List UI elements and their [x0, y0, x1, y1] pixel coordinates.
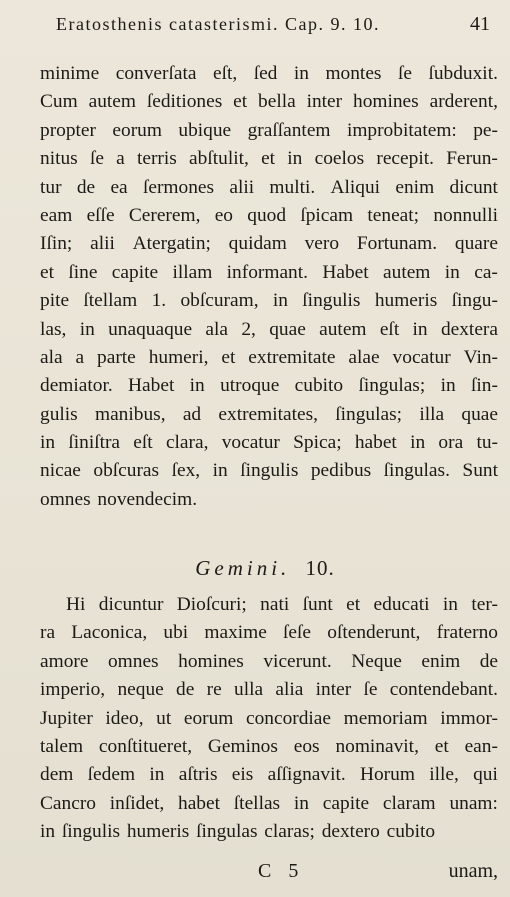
word: et — [434, 735, 449, 757]
word: neque — [117, 679, 164, 701]
word: Hi — [66, 594, 86, 615]
word: et — [40, 261, 54, 283]
text-line — [40, 818, 498, 846]
word: ulla — [234, 679, 264, 701]
word: homines — [353, 91, 419, 113]
page-footer — [40, 856, 498, 886]
word: habet — [354, 432, 397, 454]
word: Dioſcuri; — [176, 594, 247, 615]
word: pedibus — [310, 460, 372, 482]
word: autem — [383, 261, 431, 283]
word: inter — [306, 91, 343, 113]
word: improbitatem: — [346, 119, 457, 141]
word: abſtulit, — [189, 148, 249, 170]
text-line — [40, 705, 498, 733]
word: unaquaque — [108, 318, 193, 340]
word: ſeſe — [283, 622, 312, 644]
text-line — [40, 202, 498, 230]
word: ala — [40, 346, 63, 368]
word: eo — [214, 204, 234, 226]
text-line — [40, 344, 498, 372]
word: et — [261, 148, 276, 170]
text-line — [40, 733, 498, 761]
word: claram — [382, 792, 436, 814]
running-head — [56, 10, 490, 38]
word: quae — [269, 318, 306, 340]
word: Iſin; — [40, 233, 73, 255]
word: ad — [182, 403, 202, 425]
word: ſingulis — [61, 821, 121, 843]
word: ille, — [429, 764, 459, 786]
paragraph-verso-continuation — [40, 60, 498, 514]
word: memoriam — [343, 707, 428, 729]
word: in — [189, 375, 205, 397]
text-line — [40, 429, 498, 457]
word: in — [440, 375, 456, 397]
word: ſingulas; — [335, 403, 403, 425]
word: Habet — [128, 375, 175, 397]
text-line — [40, 457, 498, 485]
word: ſe — [363, 679, 378, 701]
word: quare — [454, 233, 498, 255]
word: dextera — [440, 318, 498, 340]
word: unam: — [449, 792, 498, 814]
page-number: 41 — [470, 12, 490, 35]
word: ſtellas — [233, 792, 281, 814]
text-line — [40, 591, 498, 619]
text-line — [40, 372, 498, 400]
word: ſe — [397, 63, 412, 84]
text-line — [40, 676, 498, 704]
text-line — [40, 619, 498, 647]
word: nonnulli — [433, 204, 498, 226]
word: Fortunam. — [356, 233, 438, 255]
word: aſtris — [178, 764, 218, 786]
word: ſingulas — [196, 821, 258, 843]
word: coelos — [314, 148, 365, 170]
text-line — [40, 486, 498, 514]
word: ſtellam — [83, 290, 138, 312]
text-line — [40, 230, 498, 258]
word: demiator. — [40, 375, 113, 397]
word: ſingu- — [451, 290, 498, 312]
word: inter — [315, 679, 352, 701]
word: ſe — [89, 148, 104, 170]
word: immor- — [440, 707, 498, 729]
word: ſingulas. — [383, 460, 450, 482]
word: Geminos — [207, 735, 278, 757]
word: illam — [172, 261, 213, 283]
word: vicerunt. — [263, 650, 332, 672]
word: quod — [247, 204, 287, 226]
word: ut — [156, 707, 172, 729]
word: a — [75, 346, 85, 368]
word: obſcuras — [93, 460, 160, 482]
word: in — [293, 63, 309, 84]
word: Spica; — [293, 432, 342, 454]
word: eos — [293, 735, 320, 757]
word: in — [79, 318, 95, 340]
word: cubito — [386, 821, 436, 843]
word: manibus, — [94, 403, 166, 425]
word: maxime — [204, 622, 267, 644]
word: autem — [319, 318, 367, 340]
word: ſeditiones — [146, 91, 223, 113]
word: utroque — [220, 375, 280, 397]
text-line — [40, 259, 498, 287]
word: Laconica, — [71, 622, 148, 644]
word: ean- — [464, 735, 498, 757]
word: fraterno — [436, 622, 498, 644]
word: ideo, — [105, 707, 144, 729]
word: capite — [322, 792, 370, 814]
word: arderent, — [429, 91, 498, 113]
word: illa — [419, 403, 445, 425]
text-line — [40, 316, 498, 344]
catchword: unam, — [448, 860, 498, 882]
word: nominavit, — [335, 735, 419, 757]
word: eorum — [183, 707, 234, 729]
word: ſex, — [171, 460, 201, 482]
word: gulis — [40, 403, 78, 425]
word: eſſe — [86, 204, 115, 226]
word: 1. — [151, 290, 167, 312]
word: multi. — [269, 176, 316, 198]
word: alii — [229, 176, 255, 198]
word: omnes — [40, 488, 91, 510]
text-line — [40, 88, 498, 116]
word: de — [176, 679, 195, 701]
word: tur — [40, 176, 62, 198]
word: dem — [40, 764, 74, 786]
word: vocatur — [221, 432, 280, 454]
word: informant. — [226, 261, 308, 283]
word: tu- — [476, 432, 498, 454]
word: Cum — [40, 91, 78, 113]
text-line — [40, 790, 498, 818]
word: ſpicam — [300, 204, 354, 226]
word: eſt — [133, 432, 153, 454]
word: ubi — [163, 622, 189, 644]
word: quidam — [228, 233, 287, 255]
word: Aliqui — [330, 176, 381, 198]
word: quae — [461, 403, 498, 425]
word: graſſantem — [247, 119, 331, 141]
word: alae — [348, 346, 380, 368]
word: qui — [473, 764, 498, 786]
text-line — [40, 761, 498, 789]
word: in — [410, 432, 426, 454]
word: in — [442, 594, 459, 615]
word: de — [479, 650, 498, 672]
word: Atergatin; — [132, 233, 211, 255]
word: pite — [40, 290, 70, 312]
word: propter — [40, 119, 96, 141]
word: extremitate — [248, 346, 336, 368]
text-line — [40, 648, 498, 676]
word: in — [287, 148, 303, 170]
word: in — [444, 261, 460, 283]
word: obſcuram, — [180, 290, 259, 312]
word: educati — [373, 594, 430, 615]
word: omnes — [107, 650, 159, 672]
word: ter- — [471, 594, 498, 615]
word: a — [116, 148, 125, 170]
word: eis — [231, 764, 254, 786]
word: imperio, — [40, 679, 106, 701]
word: converſata — [115, 63, 197, 84]
word: inſidet, — [109, 792, 165, 814]
word: Horum — [359, 764, 415, 786]
word: ſunt — [302, 594, 333, 615]
running-title: Eratosthenis catasterismi. Cap. 9. 10. — [56, 13, 380, 34]
word: enim — [421, 650, 461, 672]
word: autem — [88, 91, 136, 113]
word: nati — [260, 594, 290, 615]
word: dicunt — [449, 176, 498, 198]
word: ſin- — [471, 375, 498, 397]
word: Habet — [322, 261, 369, 283]
word: conſtitueret, — [98, 735, 193, 757]
word: talem — [40, 735, 84, 757]
word: humeris — [374, 290, 438, 312]
word: las, — [40, 318, 67, 340]
section-title: Gemini. — [195, 556, 291, 580]
word: et — [346, 594, 361, 615]
word: vocatur — [392, 346, 451, 368]
word: Jupiter — [40, 707, 93, 729]
word: enim — [395, 176, 435, 198]
word: ora — [438, 432, 464, 454]
word: Ferun- — [446, 148, 498, 170]
word: ca- — [474, 261, 498, 283]
word: ſine — [68, 261, 98, 283]
word: recepit. — [376, 148, 434, 170]
word: in — [40, 432, 56, 454]
word: Vin- — [463, 346, 498, 368]
text-line — [40, 145, 498, 173]
word: in — [149, 764, 165, 786]
word: contendebant. — [389, 679, 498, 701]
word: et — [233, 91, 248, 113]
word: Neque — [351, 650, 402, 672]
word: nitus — [40, 148, 78, 170]
word: novendecim. — [97, 488, 198, 510]
word: capite — [111, 261, 159, 283]
word: humeris — [126, 821, 190, 843]
word: montes — [325, 63, 382, 84]
word: dicuntur — [98, 594, 164, 615]
word: humeri, — [148, 346, 209, 368]
word: in — [40, 821, 56, 843]
word: ſed — [253, 63, 278, 84]
text-line — [40, 174, 498, 202]
paragraph-gemini — [40, 591, 498, 847]
word: oſtenderunt, — [327, 622, 421, 644]
word: ſingulis — [240, 460, 299, 482]
word: eſt — [379, 318, 400, 340]
word: ala — [205, 318, 229, 340]
text-line — [40, 287, 498, 315]
word: Sunt — [462, 460, 498, 482]
word: bella — [258, 91, 296, 113]
word: ſingulas; — [358, 375, 426, 397]
word: ſermones — [142, 176, 215, 198]
word: Cancro — [40, 792, 96, 814]
word: alii — [90, 233, 115, 255]
word: re — [206, 679, 222, 701]
word: et — [221, 346, 236, 368]
word: eam — [40, 204, 73, 226]
word: parte — [97, 346, 136, 368]
word: ubique — [178, 119, 232, 141]
word: in — [412, 318, 428, 340]
text-line — [40, 60, 498, 88]
word: in — [212, 460, 228, 482]
word: eorum — [112, 119, 162, 141]
section-heading — [0, 553, 510, 583]
word: terris — [136, 148, 177, 170]
word: habet — [178, 792, 220, 814]
word: ſedem — [87, 764, 136, 786]
word: teneat; — [367, 204, 420, 226]
word: ea — [110, 176, 128, 198]
word: vero — [304, 233, 340, 255]
word: extremitates, — [218, 403, 318, 425]
word: alia — [275, 679, 304, 701]
word: in — [272, 290, 288, 312]
word: dextero — [321, 821, 380, 843]
word: eſt, — [212, 63, 238, 84]
word: ſingulis — [302, 290, 361, 312]
word: cubito — [294, 375, 344, 397]
word: claras; — [264, 821, 315, 843]
word: Cererem, — [128, 204, 201, 226]
word: amore — [40, 650, 89, 672]
text-line — [40, 401, 498, 429]
signature-mark: C 5 — [258, 860, 305, 882]
word: in — [293, 792, 309, 814]
word: homines — [178, 650, 244, 672]
word: de — [76, 176, 96, 198]
section-number: 10. — [305, 556, 335, 580]
word: minime — [40, 63, 100, 84]
word: aſſignavit. — [267, 764, 346, 786]
word: nicae — [40, 460, 81, 482]
word: ra — [40, 622, 56, 644]
word: pe- — [473, 119, 498, 141]
text-line — [40, 117, 498, 145]
word: concordiae — [245, 707, 332, 729]
word: 2, — [241, 318, 256, 340]
word: ſiniſtra — [68, 432, 121, 454]
word: clara, — [165, 432, 209, 454]
word: ſubduxit. — [428, 63, 498, 84]
